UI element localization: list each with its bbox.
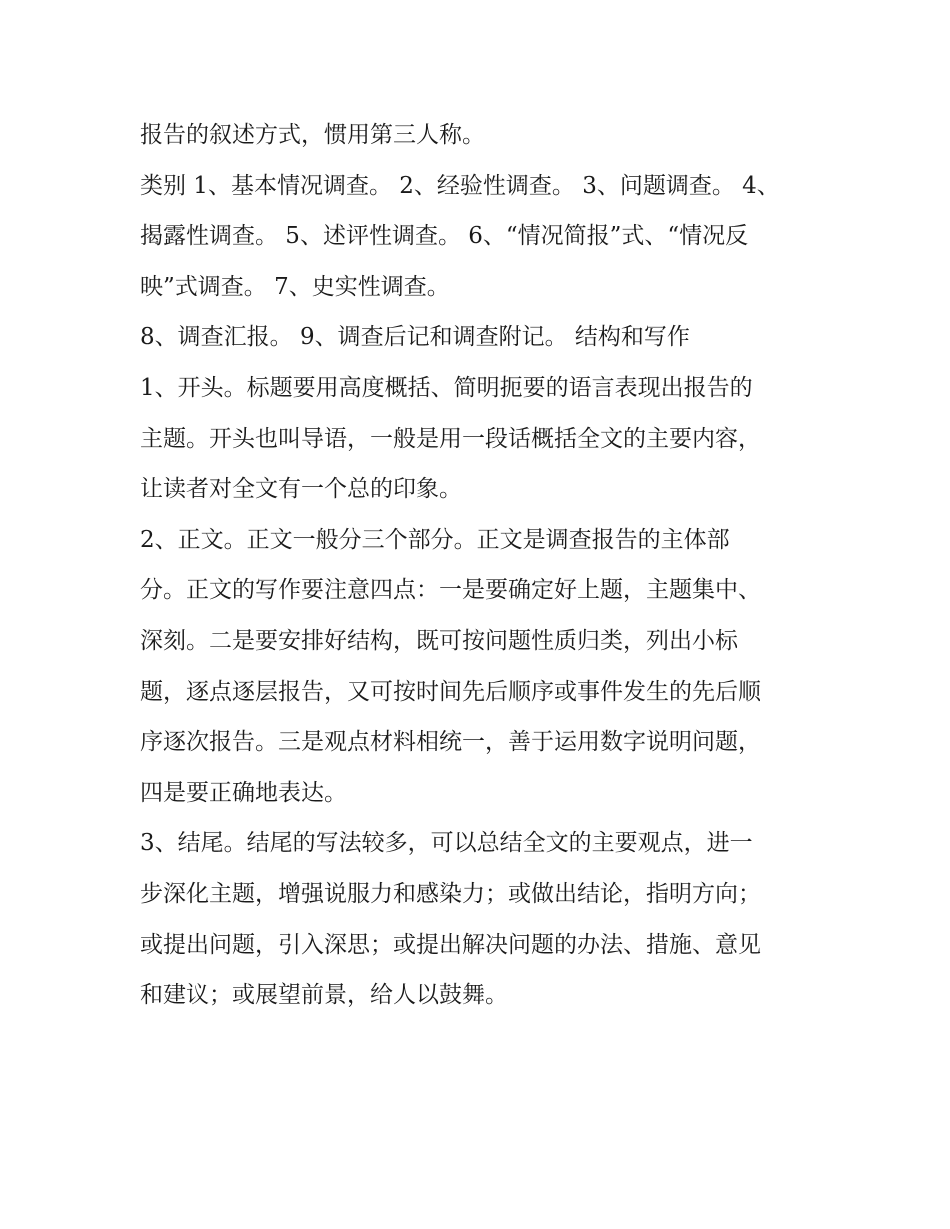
text-line: 或提出问题，引入深思；或提出解决问题的办法、措施、意见	[140, 931, 761, 958]
text-line: 2、正文。正文一般分三个部分。正文是调查报告的主体部	[140, 526, 730, 553]
text-line: 映”式调查。 7、史实性调查。	[140, 273, 450, 300]
text-line: 序逐次报告。三是观点材料相统一，善于运用数字说明问题，	[140, 729, 761, 756]
text-line: 类别 1、基本情况调查。 2、经验性调查。 3、问题调查。 4、	[140, 172, 780, 199]
text-line: 深刻。二是要安排好结构，既可按问题性质归类，列出小标	[140, 627, 738, 654]
text-line: 主题。开头也叫导语，一般是用一段话概括全文的主要内容，	[140, 425, 761, 452]
text-line: 报告的叙述方式，惯用第三人称。	[140, 122, 485, 148]
text-line: 四是要正确地表达。	[140, 779, 347, 806]
text-line: 步深化主题，增强说服力和感染力；或做出结论，指明方向；	[140, 880, 761, 907]
document-body	[140, 110, 820, 1021]
text-line: 3、结尾。结尾的写法较多，可以总结全文的主要观点，进一	[140, 830, 753, 857]
text-line: 和建议；或展望前景，给人以鼓舞。	[140, 982, 508, 1009]
text-line: 8、调查汇报。 9、调查后记和调查附记。 结构和写作	[140, 324, 690, 351]
text-line: 分。正文的写作要注意四点：一是要确定好上题，主题集中、	[140, 577, 761, 604]
text-line: 让读者对全文有一个总的印象。	[140, 476, 462, 503]
text-line: 1、开头。标题要用高度概括、简明扼要的语言表现出报告的	[140, 374, 753, 401]
text-line: 揭露性调查。 5、述评性调查。 6、“情况简报”式、“情况反	[140, 223, 749, 250]
text-line: 题，逐点逐层报告，又可按时间先后顺序或事件发生的先后顺	[140, 678, 761, 705]
